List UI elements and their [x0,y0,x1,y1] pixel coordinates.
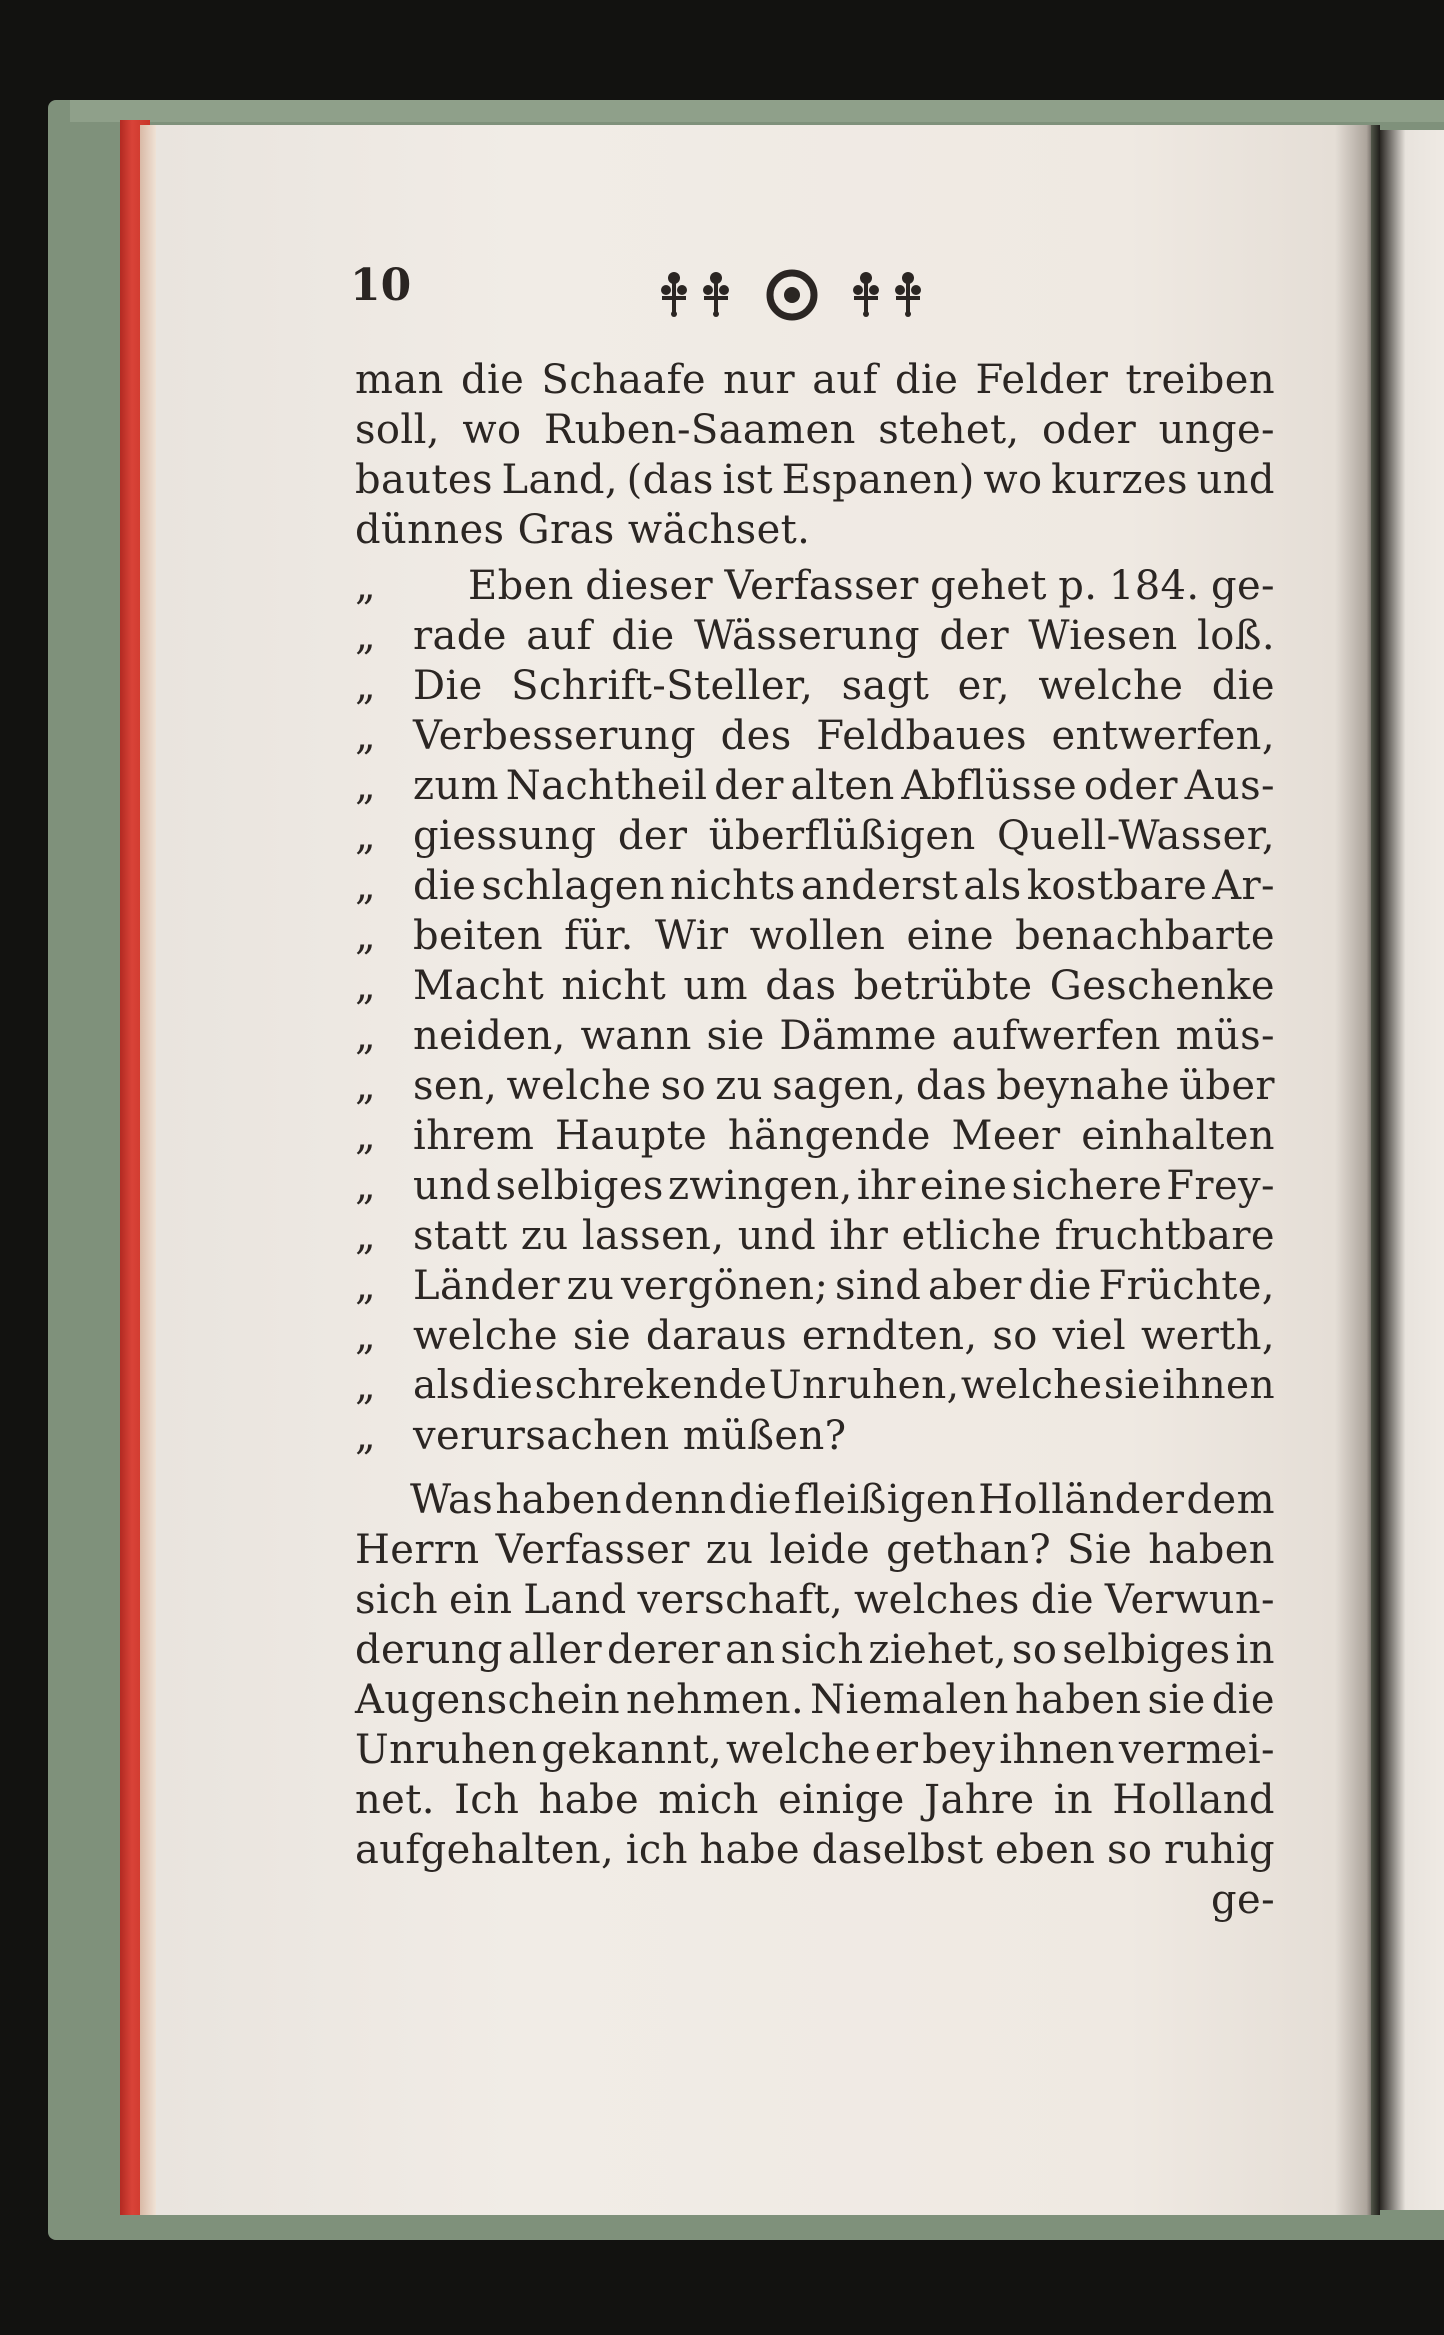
quote-mark: „ [355,613,377,659]
page-number: 10 [350,260,412,311]
text-line: man die Schaafe nur auf die Felder treiben [355,357,1275,403]
quote-mark: „ [355,1363,377,1409]
running-header [350,260,1280,330]
catchword: ge- [1211,1877,1275,1923]
quote-line [355,1361,1275,1411]
quote-line [355,561,1275,611]
text-line: aufgehalten, ich habe daselbst eben so ruhig [355,1827,1275,1873]
quote-line [355,711,1275,761]
quote-mark: „ [355,1113,377,1159]
quote-line [355,1411,1275,1461]
quote-mark: „ [355,563,377,609]
quote-mark: „ [355,813,377,859]
quote-line [355,1111,1275,1161]
quote-line-text: Eben dieser Verfasser gehet p. 184. ge- [468,563,1275,609]
quote-mark: „ [355,663,377,709]
quote-mark: „ [355,1413,377,1459]
text-line: bautes Land, (das ist Espanen) wo kurzes und [355,457,1275,503]
quote-mark: „ [355,1263,377,1309]
text-line: Herrn Verfasser zu leide gethan? Sie haben [355,1527,1275,1573]
text-line: net. Ich habe mich einige Jahre in Holland [355,1777,1275,1823]
quote-mark: „ [355,1213,377,1259]
quote-line [355,1011,1275,1061]
quote-line [355,861,1275,911]
text-line [355,1475,1275,1525]
quote-line-text: verursachen müßen? [413,1413,847,1459]
quoted-passage [355,561,1275,1461]
page-stack-edge [140,125,156,2215]
quote-line-text: Macht nicht um das betrübte Geschenke [413,963,1275,1009]
quote-line-text: und selbiges zwingen, ihr eine sichere Frey- [413,1163,1275,1209]
text-line: soll, wo Ruben-Saamen stehet, oder unge- [355,407,1275,453]
quote-line [355,661,1275,711]
book-cover-top-edge [70,100,1444,122]
quote-mark: „ [355,913,377,959]
quote-line-text: statt zu lassen, und ihr etliche fruchtbare [413,1213,1275,1259]
quote-line-text: die schlagen nichts anderst als kostbare Ar- [413,863,1275,909]
quote-line [355,1311,1275,1361]
quote-line-text: beiten für. Wir wollen eine benachbarte [413,913,1275,959]
quote-line [355,761,1275,811]
quote-mark: „ [355,763,377,809]
quote-line-text: zum Nachtheil der alten Abflüsse oder Aus- [413,763,1275,809]
quote-line-text: als die schrekende Unruhen, welche sie ihnen [413,1363,1275,1408]
quote-line-text: sen, welche so zu sagen, das beynahe über [413,1063,1275,1109]
quote-mark: „ [355,713,377,759]
quote-line [355,611,1275,661]
quote-line-text: Länder zu vergönen; sind aber die Früchte, [413,1263,1275,1309]
text-line: Unruhen gekannt, welche er bey ihnen vermei- [355,1727,1275,1773]
quote-line-text: Die Schrift-Steller, sagt er, welche die [413,663,1275,709]
quote-mark: „ [355,1163,377,1209]
quote-line [355,1211,1275,1261]
quote-line [355,961,1275,1011]
quote-mark: „ [355,863,377,909]
quote-line [355,1261,1275,1311]
quote-line-text: Verbesserung des Feldbaues entwerfen, [413,713,1275,759]
quote-mark: „ [355,1313,377,1359]
quote-line [355,1161,1275,1211]
paragraph-3 [355,1475,1275,1925]
facing-page-sliver [1380,130,1444,2210]
quote-line-text: giessung der überflüßigen Quell-Wasser, [413,813,1275,859]
quote-line-text: welche sie daraus erndten, so viel werth, [413,1313,1275,1359]
quote-mark: „ [355,1013,377,1059]
quote-line [355,811,1275,861]
quote-line [355,1061,1275,1111]
text-line-content: Was haben denn die fleißigen Holländer dem [410,1477,1275,1523]
text-line: Augenschein nehmen. Niemalen haben sie die [355,1677,1275,1723]
quote-line-text: neiden, wann sie Dämme aufwerfen müs- [413,1013,1275,1059]
quote-line-text: ihrem Haupte hängende Meer einhalten [413,1113,1275,1159]
fleuron-ornament-icon [642,260,942,330]
text-line: derung aller derer an sich ziehet, so selbiges in [355,1627,1275,1673]
page-text [355,355,1275,1925]
quote-mark: „ [355,1063,377,1109]
text-line: sich ein Land verschaft, welches die Verwun- [355,1577,1275,1623]
quote-mark: „ [355,963,377,1009]
paragraph-1 [355,355,1275,555]
quote-line [355,911,1275,961]
quote-line-text: rade auf die Wässerung der Wiesen loß. [413,613,1275,659]
text-line: dünnes Gras wächset. [355,507,811,553]
book-gutter-shadow [1335,125,1380,2215]
